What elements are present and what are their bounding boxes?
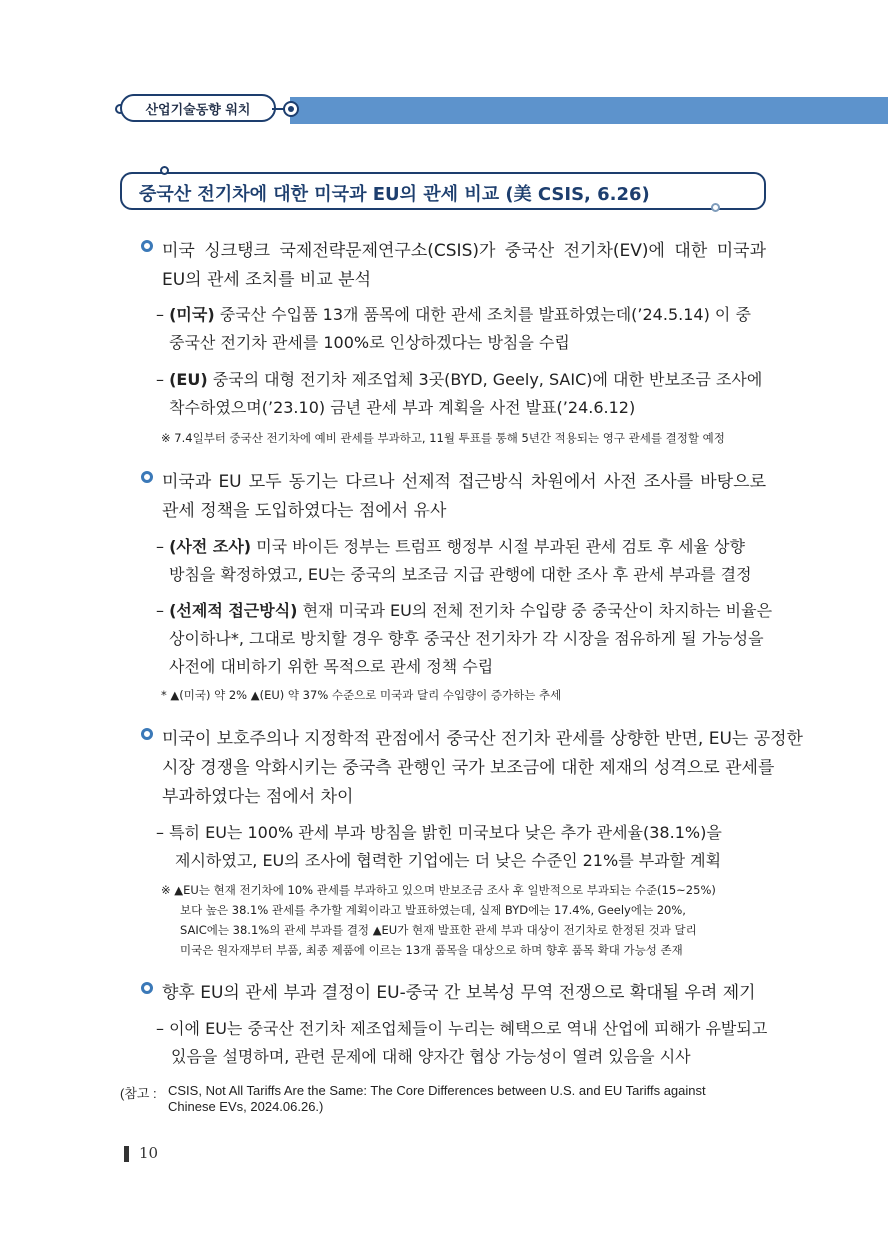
bullet-icon xyxy=(141,982,153,994)
sub-item-line: 사전에 대비하기 위한 목적으로 관세 정책 수립 xyxy=(169,657,494,676)
reference-line: CSIS, Not All Tariffs Are the Same: The Core Differences between U.S. and EU Tariffs against xyxy=(168,1083,706,1098)
footnote: ※ 7.4일부터 중국산 전기차에 예비 관세를 부과하고, 11월 투표를 통해 5년간 적용되는 영구 관세를 결정할 예정 xyxy=(161,431,725,445)
bullet-2-line-2: 관세 정책을 도입하였다는 점에서 유사 xyxy=(162,501,447,521)
header-band xyxy=(290,97,888,124)
page-number: 10 xyxy=(139,1144,159,1162)
footnote-line: SAIC에는 38.1%의 관세 부과를 결정 ▲EU가 현재 발표한 관세 부과 대상이 전기차로 한정된 것과 달리 xyxy=(180,923,697,937)
title-dot-icon xyxy=(711,203,720,212)
header-knob-icon xyxy=(283,101,299,117)
sub-item: – (EU) 중국의 대형 전기차 제조업체 3곳(BYD, Geely, SAIC)에 대한 반보조금 조사에 xyxy=(156,370,763,389)
reference-prefix: (참고 : xyxy=(120,1086,157,1101)
bullet-4-line-1: 향후 EU의 관세 부과 결정이 EU-중국 간 보복성 무역 전쟁으로 확대될 우려 제기 xyxy=(162,983,756,1003)
bullet-3-line-1: 미국이 보호주의나 지정학적 관점에서 중국산 전기차 관세를 상향한 반면, EU는 공정한 xyxy=(162,729,803,749)
sub-item-line: 방침을 확정하였고, EU는 중국의 보조금 지급 관행에 대한 조사 후 관세 부과를 결정 xyxy=(169,565,752,584)
sub-item-line: 상이하나*, 그대로 방치할 경우 향후 중국산 전기차가 각 시장을 점유하게 될 가능성을 xyxy=(169,629,764,648)
bullet-icon xyxy=(141,728,153,740)
bullet-1-line-1: 미국 싱크탱크 국제전략문제연구소(CSIS)가 중국산 전기차(EV)에 대한 미국과 xyxy=(162,241,766,261)
sub-item: – (미국) 중국산 수입품 13개 품목에 대한 관세 조치를 발표하였는데(’24.5.14) 이 중 xyxy=(156,305,751,324)
sub-item-line: 중국산 전기차 관세를 100%로 인상하겠다는 방침을 수립 xyxy=(169,333,570,352)
bullet-2-line-1: 미국과 EU 모두 동기는 다르나 선제적 접근방식 차원에서 사전 조사를 바탕으로 xyxy=(162,472,766,492)
bullet-3-line-2: 시장 경쟁을 악화시키는 중국측 관행인 국가 보조금에 대한 제재의 성격으로 관세를 xyxy=(162,758,775,778)
section-tag: 산업기술동향 워치 xyxy=(120,94,276,122)
footnote: ※ ▲EU는 현재 전기차에 10% 관세를 부과하고 있으며 반보조금 조사 후 일반적으로 부과되는 수준(15~25%) xyxy=(161,883,716,897)
sub-item-line: 있음을 설명하며, 관련 문제에 대해 양자간 협상 가능성이 열려 있음을 시사 xyxy=(171,1047,691,1066)
page-title: 중국산 전기차에 대한 미국과 EU의 관세 비교 (美 CSIS, 6.26) xyxy=(139,184,650,205)
bullet-3-line-3: 부과하였다는 점에서 차이 xyxy=(162,787,354,807)
footer-bar xyxy=(124,1146,129,1162)
sub-item: – (사전 조사) 미국 바이든 정부는 트럼프 행정부 시절 부과된 관세 검토 후 세율 상향 xyxy=(156,537,745,556)
sub-item: – (선제적 접근방식) 현재 미국과 EU의 전체 전기차 수입량 중 중국산이 차지하는 비율은 xyxy=(156,601,773,620)
sub-item-line: 제시하였고, EU의 조사에 협력한 기업에는 더 낮은 수준인 21%를 부과할 계획 xyxy=(175,851,722,870)
footnote-line: 보다 높은 38.1% 관세를 추가할 계획이라고 발표하였는데, 실제 BYD에는 17.4%, Geely에는 20%, xyxy=(180,903,686,917)
footnote-line: 미국은 원자재부터 부품, 최종 제품에 이르는 13개 품목을 대상으로 하며 향후 품목 확대 가능성 존재 xyxy=(180,943,683,957)
sub-item: – 이에 EU는 중국산 전기차 제조업체들이 누리는 혜택으로 역내 산업에 피해가 유발되고 xyxy=(156,1019,768,1038)
sub-item-line: 착수하였으며(’23.10) 금년 관세 부과 계획을 사전 발표(’24.6.12) xyxy=(169,398,636,417)
bullet-icon xyxy=(141,471,153,483)
sub-item: – 특히 EU는 100% 관세 부과 방침을 밝힌 미국보다 낮은 추가 관세율(38.1%)을 xyxy=(156,823,722,842)
footnote: * ▲(미국) 약 2% ▲(EU) 약 37% 수준으로 미국과 달리 수입량이 증가하는 추세 xyxy=(161,688,562,702)
bullet-1-line-2: EU의 관세 조치를 비교 분석 xyxy=(162,270,372,290)
bullet-icon xyxy=(141,240,153,252)
reference-line: Chinese EVs, 2024.06.26.) xyxy=(168,1099,324,1114)
title-dot-icon xyxy=(160,166,169,175)
